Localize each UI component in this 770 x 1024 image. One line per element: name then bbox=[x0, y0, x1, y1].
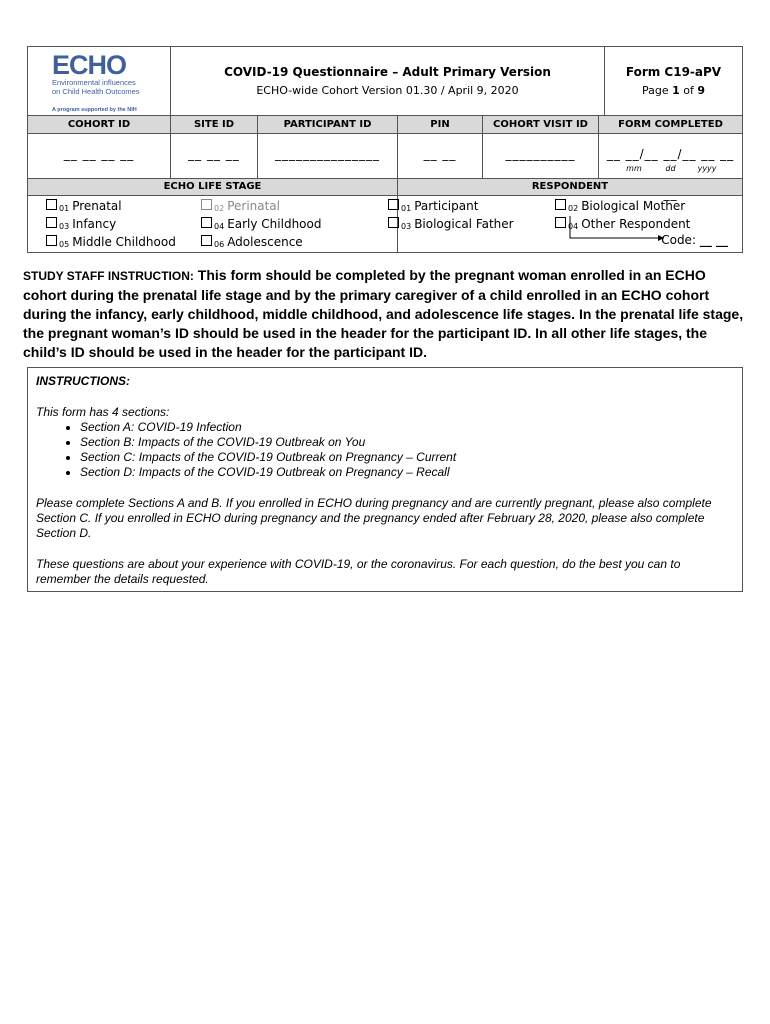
option-code: 02 bbox=[214, 204, 225, 213]
checkbox[interactable] bbox=[201, 217, 212, 228]
id-column-headers bbox=[28, 116, 742, 134]
date-format-hint bbox=[599, 164, 742, 174]
form-id-cell bbox=[605, 47, 742, 115]
staff-instruction-lead: STUDY STAFF INSTRUCTION: bbox=[23, 269, 194, 283]
staff-instruction bbox=[23, 266, 753, 362]
title-row bbox=[28, 47, 742, 116]
instructions-para-2: These questions are about your experience with COVID-19, or the coronavirus. For each question, do the best you can to remember the details requested. bbox=[36, 557, 681, 586]
option-code: 01 bbox=[59, 204, 70, 213]
section-list bbox=[36, 420, 734, 480]
spacer bbox=[36, 389, 734, 405]
option-label: Perinatal bbox=[227, 199, 280, 213]
life-stage-header: ECHO LIFE STAGE bbox=[28, 179, 398, 195]
option-code: 06 bbox=[214, 240, 225, 249]
option-label: Biological Father bbox=[414, 217, 514, 231]
options-row bbox=[28, 196, 742, 252]
instructions-heading: INSTRUCTIONS: bbox=[36, 374, 130, 388]
instructions-para-1: Please complete Sections A and B. If you enrolled in ECHO during pregnancy and are currently pregnant, please also complete Section C. If you enrolled in ECHO during pregnancy and the pregnancy ended after February 28, 2020, please also complete Section D. bbox=[36, 496, 712, 540]
echo-logo bbox=[28, 47, 171, 115]
respondent-options bbox=[398, 196, 742, 252]
respondent-header: RESPONDENT bbox=[531, 181, 609, 192]
form-completed-date-field[interactable] bbox=[599, 134, 742, 201]
option-code: 04 bbox=[568, 222, 579, 231]
pin-field[interactable]: __ __ bbox=[398, 134, 483, 178]
checkbox[interactable] bbox=[46, 235, 57, 246]
checkbox[interactable] bbox=[46, 199, 57, 210]
life-stage-options bbox=[28, 196, 398, 252]
option-label: Infancy bbox=[72, 217, 117, 231]
option-code: 01 bbox=[401, 204, 412, 213]
stage-option-adolescence[interactable] bbox=[201, 233, 303, 254]
option-label: Early Childhood bbox=[227, 217, 322, 231]
option-code: 02 bbox=[568, 204, 579, 213]
section-item: • Section C: Impacts of the COVID-19 Outbreak on Pregnancy – Current bbox=[80, 450, 734, 465]
col-cohort-visit-id: COHORT VISIT ID bbox=[483, 116, 599, 133]
form-title: COVID-19 Questionnaire – Adult Primary Version bbox=[224, 65, 551, 79]
col-form-completed: FORM COMPLETED bbox=[618, 119, 723, 130]
checkbox[interactable] bbox=[46, 217, 57, 228]
option-label: Biological Mother bbox=[581, 199, 686, 213]
form-label: Form C19-aPV bbox=[625, 65, 722, 79]
section-item: • Section D: Impacts of the COVID-19 Outbreak on Pregnancy – Recall bbox=[80, 465, 734, 480]
participant-id-field[interactable]: _______________ bbox=[258, 134, 398, 178]
option-label: Middle Childhood bbox=[72, 235, 176, 249]
logo-word: ECHO bbox=[52, 50, 127, 80]
option-label: Prenatal bbox=[72, 199, 122, 213]
logo-nih: A program supported by the NIH bbox=[52, 107, 137, 113]
checkbox[interactable] bbox=[388, 217, 399, 228]
date-mm: mm bbox=[626, 164, 642, 173]
cohort-id-field[interactable]: __ __ __ __ bbox=[28, 134, 171, 178]
checkbox[interactable] bbox=[555, 217, 566, 228]
cohort-visit-id-field[interactable]: __________ bbox=[483, 134, 599, 178]
option-label: Adolescence bbox=[227, 235, 303, 249]
respondent-option-biological-father[interactable] bbox=[388, 215, 514, 236]
code-blank: __ __ bbox=[699, 233, 728, 247]
col-participant-id: PARTICIPANT ID bbox=[258, 116, 398, 133]
form-subtitle: ECHO-wide Cohort Version 01.30 / April 9, 2020 bbox=[256, 84, 519, 97]
checkbox[interactable] bbox=[201, 199, 212, 210]
col-site-id: SITE ID bbox=[171, 116, 258, 133]
option-code: 04 bbox=[214, 222, 225, 231]
spacer bbox=[36, 541, 734, 557]
page-indicator bbox=[605, 84, 742, 97]
spacer bbox=[36, 480, 734, 496]
page-total: 9 bbox=[697, 84, 706, 97]
stage-option-middle-childhood[interactable] bbox=[46, 233, 176, 254]
date-blanks: __ __/__ __/__ __ __ __ bbox=[606, 147, 735, 201]
option-label: Participant bbox=[414, 199, 479, 213]
instructions-intro: This form has 4 sections: bbox=[36, 405, 170, 419]
title-cell bbox=[171, 47, 605, 115]
checkbox[interactable] bbox=[388, 199, 399, 210]
date-dd: dd bbox=[665, 164, 676, 173]
option-label: Other Respondent bbox=[581, 217, 691, 231]
date-yyyy: yyyy bbox=[697, 164, 717, 173]
option-code: 03 bbox=[59, 222, 70, 231]
site-id-field[interactable]: __ __ __ bbox=[171, 134, 258, 178]
form-header bbox=[27, 46, 743, 253]
option-code: 05 bbox=[59, 240, 70, 249]
section-item: • Section B: Impacts of the COVID-19 Outbreak on You bbox=[80, 435, 734, 450]
code-label: Code: bbox=[661, 233, 696, 247]
instructions-box bbox=[27, 367, 743, 592]
col-cohort-id: COHORT ID bbox=[28, 116, 171, 133]
col-pin: PIN bbox=[398, 116, 483, 133]
stage-respondent-headers bbox=[28, 179, 742, 196]
logo-line-1: Environmental influences bbox=[52, 78, 136, 87]
respondent-code[interactable] bbox=[661, 233, 728, 247]
page-of: of bbox=[683, 84, 694, 97]
checkbox[interactable] bbox=[201, 235, 212, 246]
staff-instruction-text: This form should be completed by the pregnant woman enrolled in an ECHO cohort during the prenatal life stage and by the primary caregiver of a child enrolled in an ECHO cohort during the infancy, early childhood, middle childhood, and adolescence life stages. In the prenatal life stage, the pregnant woman’s ID should be used in the header for the participant ID. In all other life stages, the child’s ID should be used in the header for the participant ID. bbox=[23, 267, 744, 360]
section-item: • Section A: COVID-19 Infection bbox=[80, 420, 734, 435]
page-prefix: Page bbox=[641, 84, 669, 97]
logo-line-2: on Child Health Outcomes bbox=[52, 87, 140, 96]
checkbox[interactable] bbox=[555, 199, 566, 210]
option-code: 03 bbox=[401, 222, 412, 231]
page-number: 1 bbox=[672, 84, 680, 97]
